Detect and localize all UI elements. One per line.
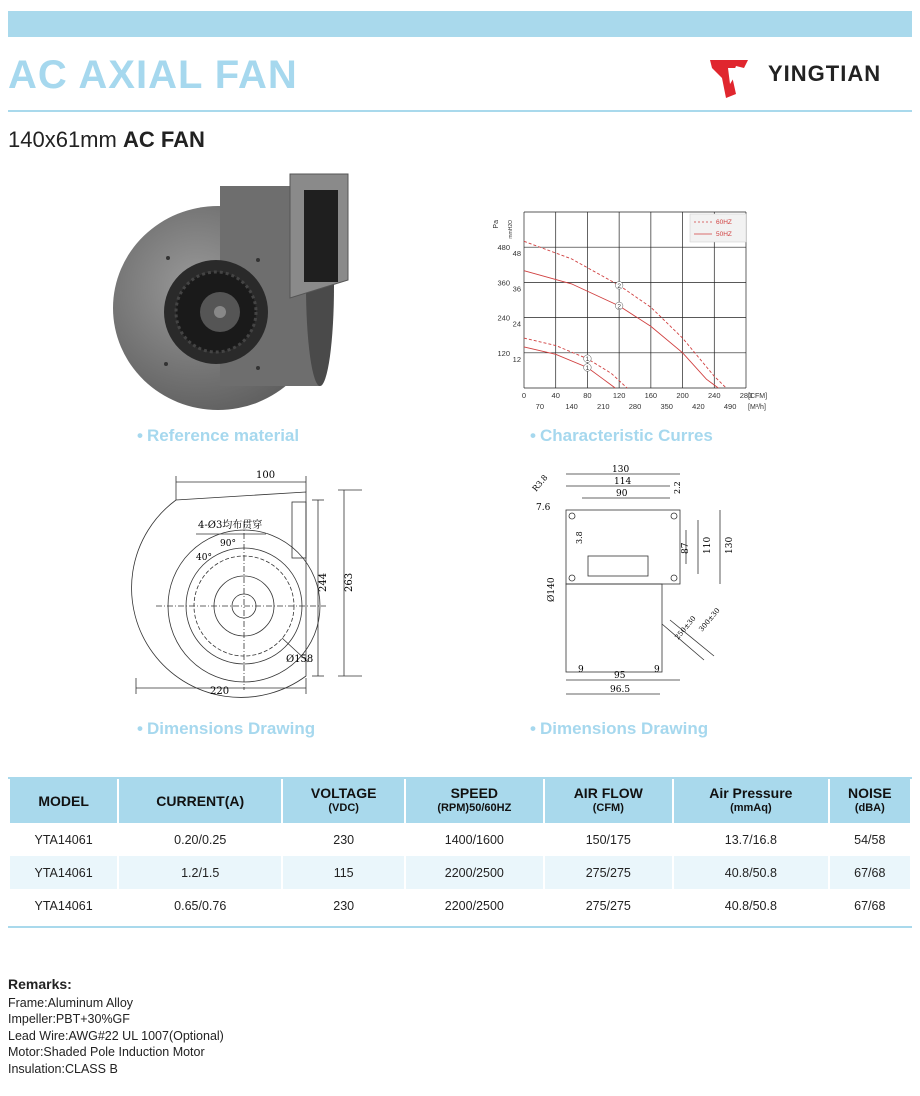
dim-95: 95 [614,671,626,681]
header-rule [8,110,912,112]
table-row [10,823,910,856]
remark-line: Frame:Aluminum Alloy [8,995,134,1010]
top-banner [8,11,912,37]
cell-current: 0.20/0.25 [174,832,227,847]
dim-angle-90: 90° [220,539,236,549]
x-tick-label-m3h: 350 [660,402,673,411]
dim-3-8: 3.8 [575,531,584,544]
x-tick-label-m3h: 70 [535,402,545,411]
cell-speed: 1400/1600 [444,832,504,847]
photo-caption-text: Reference material [146,426,300,445]
dim-90: 90 [616,489,628,499]
dim-140: Ø140 [547,577,557,602]
curve-label: 1 [585,364,590,372]
dim-244: 244 [318,572,329,592]
dim-96-5: 96.5 [610,685,631,695]
y-tick-label-mm: 12 [512,354,521,364]
y-tick-label-pa: 360 [497,278,510,288]
brand-name: YINGTIAN [768,61,882,86]
x-tick-label-cfm: 200 [676,391,689,400]
x-axis-label: [CFM] [748,393,768,400]
cell-noise: 67/68 [854,898,886,913]
table-row [10,889,910,922]
logo-mark-icon [710,60,748,98]
remark-line: Motor:Shaded Pole Induction Motor [8,1045,205,1060]
cell-air-pressure: 40.8/50.8 [724,898,777,913]
y-tick-label-mm: 24 [512,319,521,329]
bullet-icon: • [137,426,143,445]
remark-line: Impeller:PBT+30%GF [8,1012,130,1027]
header-current: CURRENT(A) [119,779,281,823]
remark-line: Insulation:CLASS B [8,1061,118,1076]
x-tick-label-cfm: 280 [739,391,753,400]
cell-current: 0.65/0.76 [174,898,227,913]
header-air-pressure: Air Pressure (mmAq) [674,779,828,823]
dim-7-6: 7.6 [536,503,551,513]
legend-label-60hz: 60HZ [716,219,732,226]
y-axis-label-2: mmH2O [508,220,514,239]
cell-noise: 54/58 [854,832,886,847]
y-tick-label-pa: 240 [497,313,510,323]
product-photo [108,168,356,416]
cell-current: 1.2/1.5 [119,856,281,889]
characteristic-chart [486,200,786,416]
subtitle-type: AC FAN [122,127,205,152]
curve-label: 2 [617,282,621,290]
table-bottom-rule [8,926,912,928]
cell-voltage: 115 [283,856,404,889]
series-line [524,241,726,388]
spec-table [8,779,912,922]
remark-line: Lead Wire:AWG#22 UL 1007(Optional) [8,1028,224,1043]
dim2-caption [530,719,708,739]
x-axis-label-2: [M³/h] [748,404,766,411]
y-tick-label-mm: 48 [512,249,521,259]
product-subtitle [8,127,205,153]
dim-2-2: 2.2 [673,481,682,494]
x-tick-label-cfm: 0 [521,391,527,400]
cell-air-pressure: 13.7/16.8 [724,832,777,847]
dim-9-left: 9 [578,665,584,675]
dim-130-vertical: 130 [725,536,735,554]
y-tick-label-mm: 36 [512,284,521,294]
dimension-drawing-front [116,462,366,702]
cell-speed: 2200/2500 [444,898,504,913]
y-tick-label-pa: 120 [497,348,510,358]
x-tick-label-m3h: 210 [597,402,610,411]
cell-speed: 2200/2500 [406,856,542,889]
cell-air-pressure: 40.8/50.8 [674,856,828,889]
dim-holes: 4-Ø3均布贯穿 [198,520,263,531]
cell-model: YTA14061 [10,856,117,889]
chart-caption-text: Characteristic Curres [539,426,713,445]
x-tick-label-cfm: 160 [644,391,658,400]
header-speed: SPEED (RPM)50/60HZ [406,779,542,823]
cell-air-flow: 275/275 [585,898,631,913]
dim-220: 220 [210,686,230,697]
outlet-flange [292,502,306,558]
dim-r3-8: R3.8 [530,473,550,494]
subtitle-size: 140x61mm [8,127,117,152]
header-model: MODEL [10,779,117,823]
cell-air-flow: 150/175 [585,832,631,847]
curve-label: 1 [585,356,590,364]
dim-100: 100 [256,470,276,481]
legend-label-50hz: 50HZ [716,231,732,238]
remarks-heading: Remarks: [8,976,72,992]
dim-angle-40: 40° [196,553,212,563]
y-tick-label-pa: 480 [497,243,510,253]
dim2-caption-text: Dimensions Drawing [539,719,709,738]
cell-model: YTA14061 [34,898,93,913]
table-row [10,856,910,889]
cell-voltage: 230 [333,832,355,847]
dim-130: 130 [612,465,630,475]
dim-114: 114 [614,477,632,487]
dimension-drawing-side [530,464,740,704]
remarks-section [8,976,224,1078]
header-air-flow: AIR FLOW (CFM) [545,779,673,823]
header-voltage: VOLTAGE (VDC) [283,779,404,823]
dim1-caption [137,719,315,739]
dim-87: 87 [681,542,691,554]
bullet-icon: • [137,719,143,738]
x-tick-label-cfm: 40 [551,391,560,400]
x-tick-label-m3h: 490 [723,402,737,411]
x-tick-label-m3h: 280 [628,402,642,411]
cell-noise: 67/68 [830,856,910,889]
dim-263: 263 [344,572,355,592]
curve-label: 2 [617,303,621,311]
x-tick-label-m3h: 140 [565,402,578,411]
dim-110: 110 [703,536,713,554]
cell-model: YTA14061 [34,832,93,847]
x-tick-label-cfm: 240 [708,391,721,400]
bullet-icon: • [530,426,536,445]
y-axis-label: Pa [493,220,500,229]
dim1-caption-text: Dimensions Drawing [146,719,316,738]
dim-300: 300±30 [697,606,722,634]
dim-158: Ø158 [286,654,314,665]
dim-9-right: 9 [654,665,660,675]
header-noise: NOISE (dBA) [830,779,910,823]
x-tick-label-m3h: 420 [692,402,705,411]
cell-voltage: 230 [333,898,355,913]
dim-250: 250±30 [673,614,698,642]
x-tick-label-cfm: 80 [583,391,592,400]
x-tick-label-cfm: 120 [612,391,626,400]
bullet-icon: • [530,719,536,738]
cell-air-flow: 275/275 [545,856,673,889]
page-title: AC AXIAL FAN [8,53,298,97]
chart-caption [530,426,713,446]
table-header-row [10,779,910,823]
photo-caption [137,426,299,446]
